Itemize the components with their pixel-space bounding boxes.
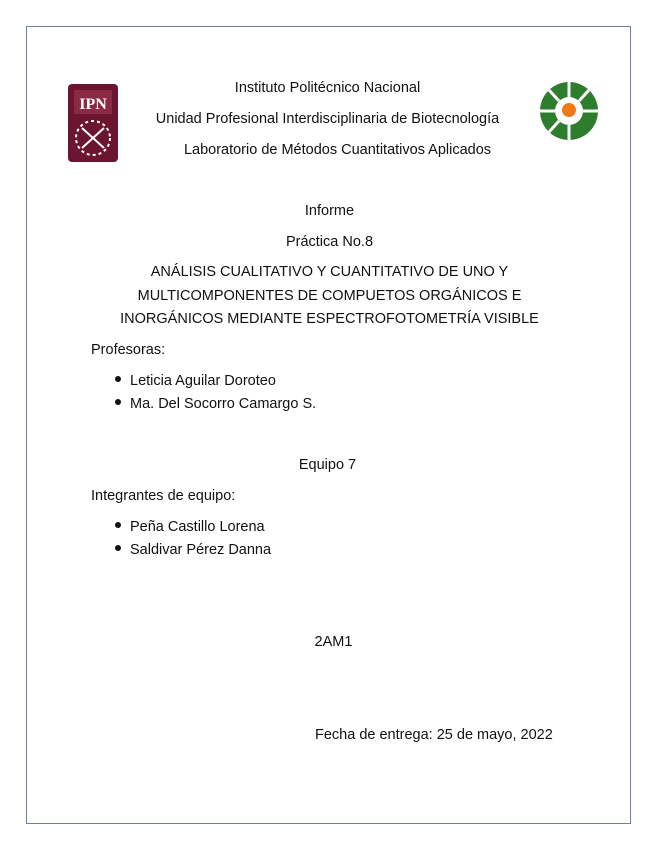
member-item: Saldivar Pérez Danna: [115, 542, 271, 558]
teacher-item: Leticia Aguilar Doroteo: [115, 373, 276, 389]
member-item: Peña Castillo Lorena: [115, 519, 265, 535]
svg-text:IPN: IPN: [79, 96, 107, 113]
group: 2AM1: [314, 634, 353, 650]
title-line-1: ANÁLISIS CUALITATIVO Y CUANTITATIVO DE UNO Y: [150, 264, 509, 280]
team-number: Equipo 7: [298, 457, 357, 473]
delivery-date: Fecha de entrega: 25 de mayo, 2022: [315, 727, 553, 743]
teacher-item: Ma. Del Socorro Camargo S.: [115, 396, 316, 412]
institution-name: Instituto Politécnico Nacional: [234, 80, 421, 96]
title-line-2: MULTICOMPONENTES DE COMPUETOS ORGÁNICOS E: [137, 288, 522, 304]
members-label: Integrantes de equipo:: [91, 488, 236, 504]
unit-name: Unidad Profesional Interdisciplinaria de Biotecnología: [155, 111, 500, 127]
title-line-3: INORGÁNICOS MEDIANTE ESPECTROFOTOMETRÍA VISIBLE: [120, 311, 539, 327]
doc-type: Informe: [304, 203, 355, 219]
teachers-label: Profesoras:: [91, 342, 166, 358]
practice-number: Práctica No.8: [285, 234, 374, 250]
lab-name: Laboratorio de Métodos Cuantitativos Aplicados: [183, 142, 492, 158]
